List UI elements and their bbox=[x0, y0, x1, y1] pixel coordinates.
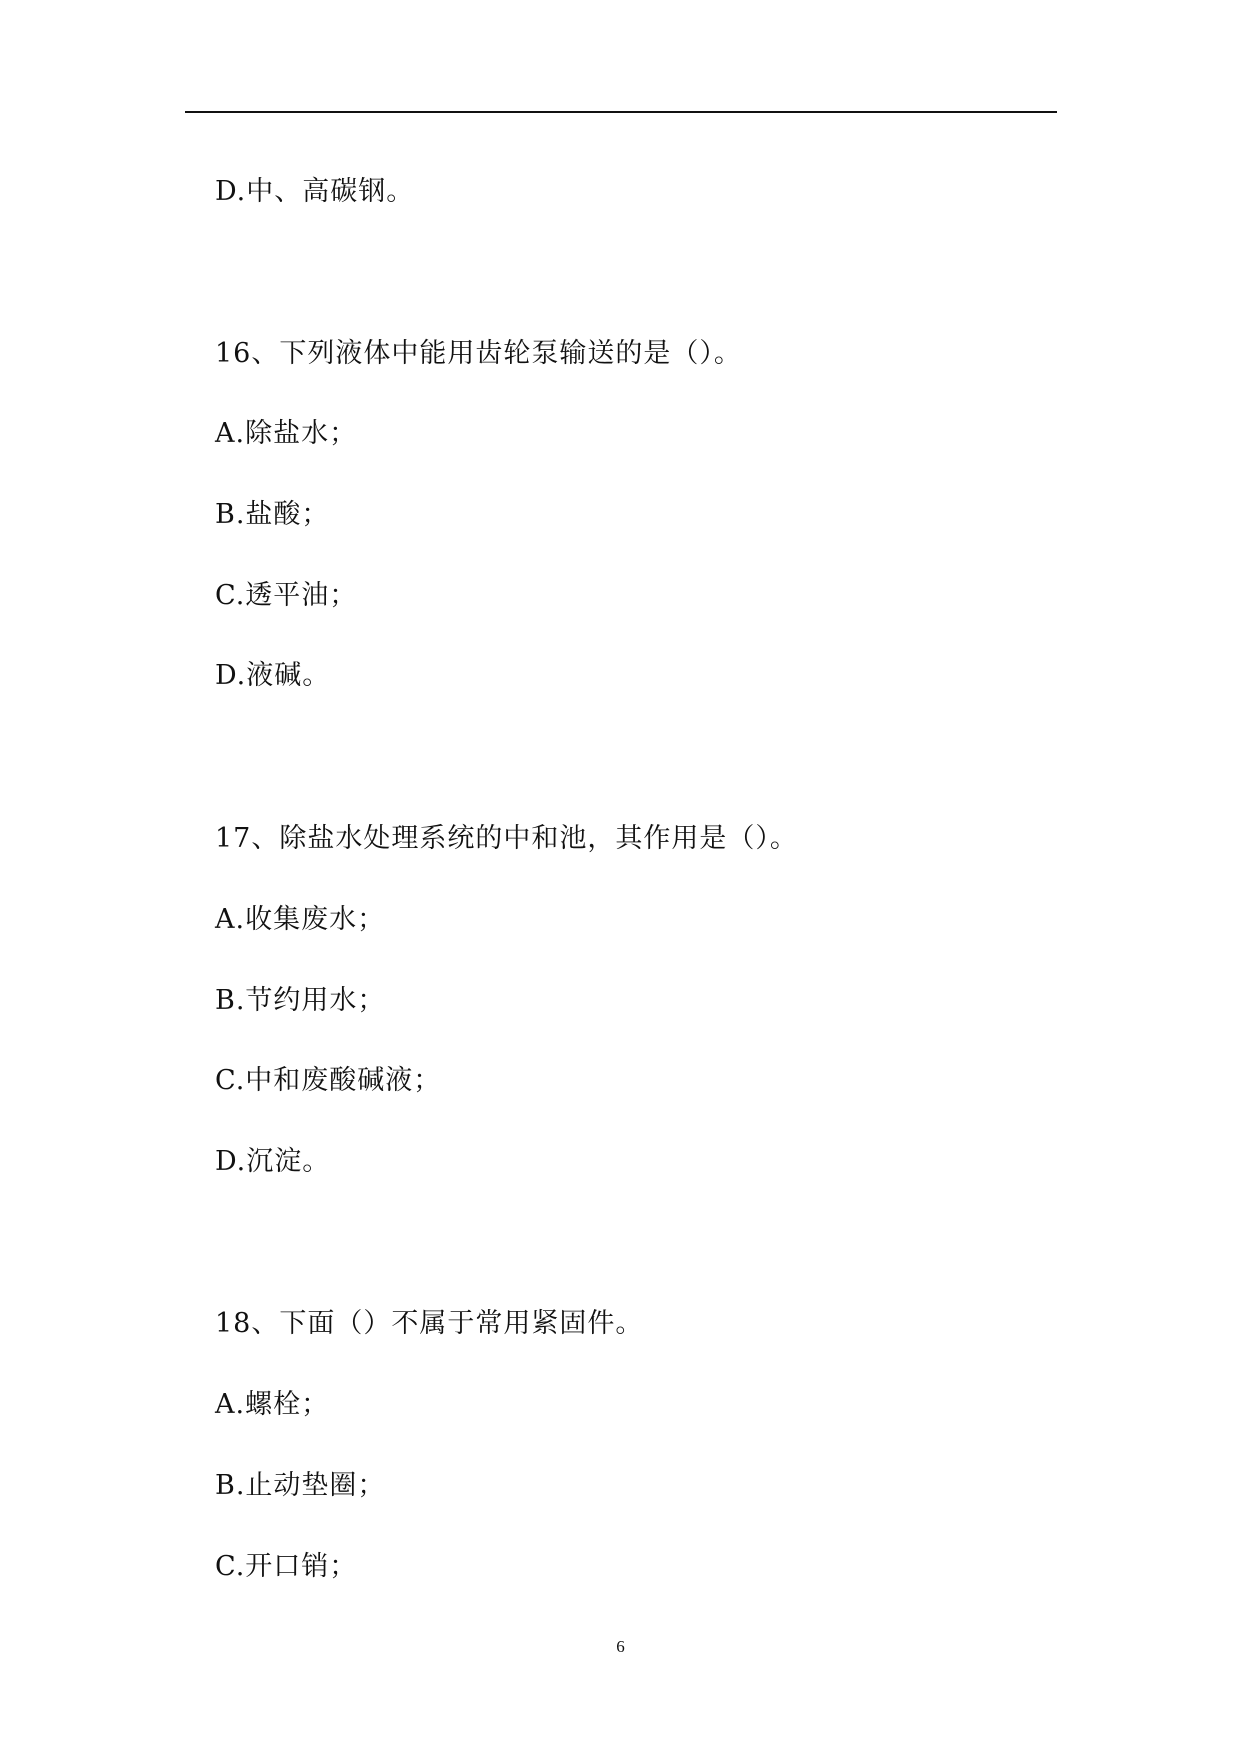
q18-option-c: C.开口销； bbox=[215, 1551, 358, 1582]
q16-option-c: C.透平油； bbox=[215, 580, 358, 611]
q15-option-d: D.中、高碳钢。 bbox=[215, 176, 415, 207]
q18-option-b: B.止动垫圈； bbox=[215, 1470, 386, 1501]
header-rule bbox=[185, 111, 1057, 113]
q17-option-b: B.节约用水； bbox=[215, 985, 386, 1016]
q17-question: 17、除盐水处理系统的中和池，其作用是（）。 bbox=[215, 823, 798, 854]
q17-option-a: A.收集废水； bbox=[215, 904, 386, 935]
q17-option-c: C.中和废酸碱液； bbox=[215, 1065, 442, 1096]
q16-option-a: A.除盐水； bbox=[215, 418, 358, 449]
page-number: 6 bbox=[616, 1637, 625, 1656]
q18-question: 18、下面（）不属于常用紧固件。 bbox=[215, 1308, 644, 1339]
q16-question: 16、下列液体中能用齿轮泵输送的是（）。 bbox=[215, 338, 742, 369]
q16-option-d: D.液碱。 bbox=[215, 660, 331, 691]
q16-option-b: B.盐酸； bbox=[215, 499, 330, 530]
q17-option-d: D.沉淀。 bbox=[215, 1146, 331, 1177]
q18-option-a: A.螺栓； bbox=[215, 1389, 330, 1420]
